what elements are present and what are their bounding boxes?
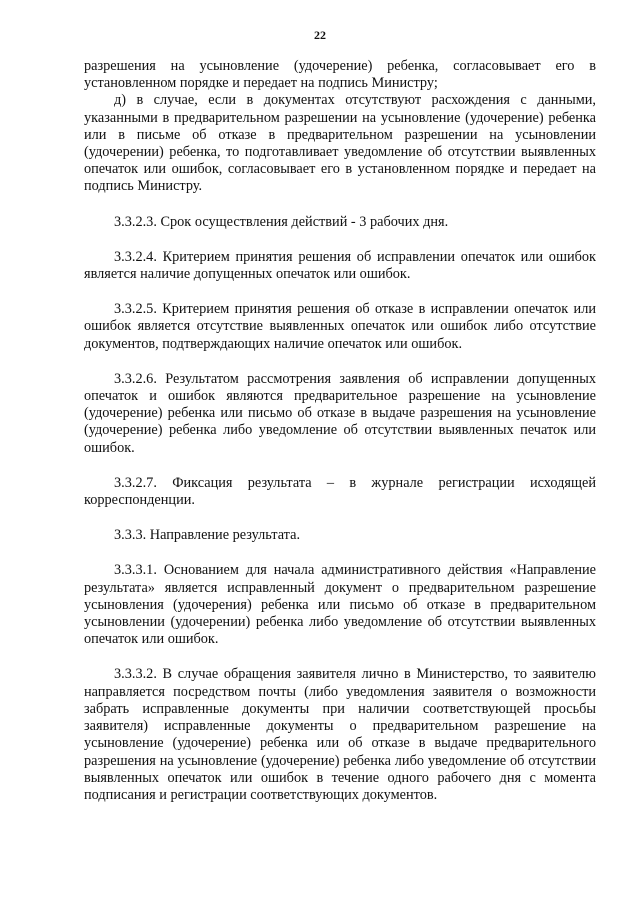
paragraph-3-3-2-6: 3.3.2.6. Результатом рассмотрения заявления об исправлении допущенных опечаток и ошибок являются предварительное разрешение на усыновление (удочерение) ребенка или письмо об отказе в выдаче разрешения на усыновление (удочерение) ребенка либо уведомление об отсутствии выявленных печаток или ошибок. [84,370,596,456]
document-body [84,58,596,804]
paragraph-3-3-2-3: 3.3.2.3. Срок осуществления действий - 3 рабочих дня. [114,213,449,230]
paragraph-3-3-3-1: 3.3.3.1. Основанием для начала административного действия «Направление результата» является исправленный документ о предварительном разрешение усыновления (удочерения) ребенка или письмо об отказе в предварительном усыновлении (удочерении) ребенка либо уведомление об отсутствии выявленных опечаток или ошибок. [84,562,596,648]
paragraph-3-3-2-7: 3.3.2.7. Фиксация результата – в журнале регистрации исходящей корреспонденции. [84,474,596,509]
section-heading-3-3-3: 3.3.3. Направление результата. [114,527,301,544]
paragraph-continuation: разрешения на усыновление (удочерение) ребенка, согласовывает его в установленном порядке и передает на подпись Министру; [84,58,596,92]
paragraph-item-d: д) в случае, если в документах отсутствуют расхождения с данными, указанными в предварительном разрешении на усыновление (удочерение) ребенка или в письме об отказе в предварительном разрешении на усыновлении (удочерении) ребенка, то подготавливает уведомление об отсутствии выявленных опечаток или ошибок, согласовывает его в установленном порядке и передает на подпись Министру. [84,92,596,195]
paragraph-3-3-3-2: 3.3.3.2. В случае обращения заявителя лично в Министерство, то заявителю направляется посредством почты (либо уведомления заявителя о возможности забрать исправленные документы при наличии соответствующей просьбы заявителя) исправленные документы о предварительном разрешение на усыновление (удочерение) ребенка или об отказе в выдаче предварительного разрешения на усыновление (удочерение) ребенка либо уведомление об отсутствии выявленных опечаток или ошибок в течение одного рабочего дня с момента подписания и регистрации соответствующих документов. [84,666,596,803]
paragraph-3-3-2-5: 3.3.2.5. Критерием принятия решения об отказе в исправлении опечаток или ошибок является отсутствие выявленных опечаток или ошибок либо отсутствие документов, подтверждающих наличие опечаток или ошибок. [84,301,596,352]
paragraph-3-3-2-4: 3.3.2.4. Критерием принятия решения об исправлении опечаток или ошибок является наличие допущенных опечаток или ошибок. [84,248,596,283]
page-number: 22 [314,28,326,42]
